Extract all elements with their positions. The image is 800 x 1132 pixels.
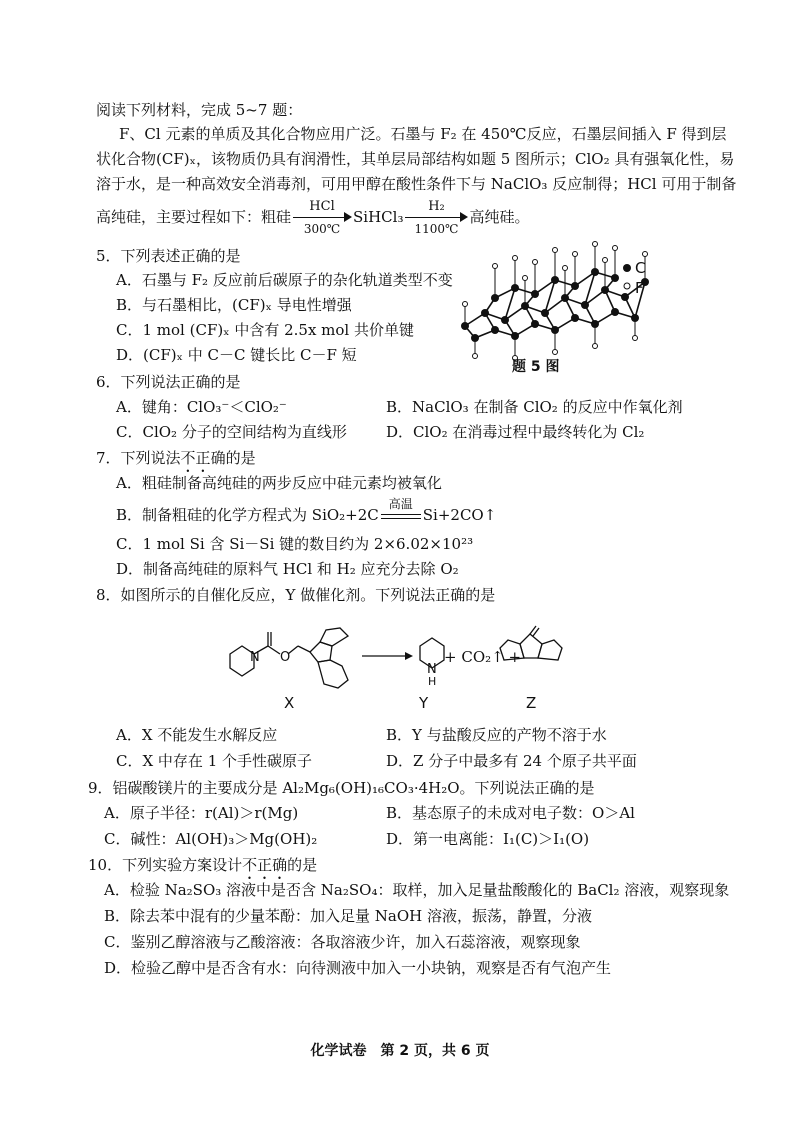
question-6-option-d: D．ClO₂ 在消毒过程中最终转化为 Cl₂	[386, 423, 645, 441]
high-temperature-condition	[379, 497, 423, 531]
arrow-condition-bottom: 1100℃	[414, 222, 459, 236]
question-10-stem	[88, 855, 317, 883]
question-7-stem-pre: 7．下列说法	[96, 449, 181, 467]
arrow-condition-top: HCl	[309, 199, 335, 214]
plus-co2: + CO₂↑ +	[444, 648, 522, 666]
question-10-stem-post: 的是	[287, 856, 318, 874]
question-10-option-b: B．除去苯中混有的少量苯酚：加入足量 NaOH 溶液，振荡，静置，分液	[104, 907, 593, 925]
x-nitrogen: N	[250, 650, 260, 665]
question-5-option-a: A．石墨与 F₂ 反应前后碳原子的杂化轨道类型不变	[116, 271, 453, 289]
question-5-option-c: C．1 mol (CF)ₓ 中含有 2.5x mol 共价单键	[116, 321, 414, 339]
question-9-stem: 9．铝碳酸镁片的主要成分是 Al₂Mg₆(OH)₁₆CO₃·4H₂O。下列说法正确的是	[88, 779, 595, 797]
reaction-scheme	[220, 616, 610, 696]
question-10-option-d: D．检验乙醇中是否含有水：向待测液中加入一小块钠，观察是否有气泡产生	[104, 959, 612, 977]
question-7-option-c: C．1 mol Si 含 Si－Si 键的数目约为 2×6.02×10²³	[116, 535, 474, 553]
question-5-option-d: D．(CF)ₓ 中 C－C 键长比 C－F 短	[116, 346, 357, 364]
label-x: X	[284, 694, 295, 712]
label-y: Y	[419, 694, 429, 712]
question-10-option-c: C．鉴别乙醇溶液与乙酸溶液：各取溶液少许，加入石蕊溶液，观察现象	[104, 933, 581, 951]
intro-line-5	[96, 199, 529, 236]
question-6-option-a: A．键角：ClO₃⁻＜ClO₂⁻	[116, 398, 287, 416]
question-6-option-b: B．NaClO₃ 在制备 ClO₂ 的反应中作氧化剂	[386, 398, 683, 416]
intro-line-4: 溶于水，是一种高效安全消毒剂，可用甲醇在酸性条件下与 NaClO₃ 反应制得；HCl 可用于制备	[96, 175, 737, 193]
question-9-option-c: C．碱性：Al(OH)₃＞Mg(OH)₂	[104, 830, 318, 848]
arrow-condition-bottom: 300℃	[303, 222, 341, 236]
question-5-stem: 5．下列表述正确的是	[96, 247, 241, 265]
question-7-stem-post: 确的是	[210, 449, 256, 467]
legend-markers	[620, 262, 634, 292]
question-6-stem: 6．下列说法正确的是	[96, 373, 241, 391]
intro-line-3: 状化合物(CF)ₓ，该物质仍具有润滑性，其单层局部结构如题 5 图所示；ClO₂ 具有强氧化性，易	[96, 150, 735, 168]
question-6-option-c: C．ClO₂ 分子的空间结构为直线形	[116, 423, 347, 441]
question-9-option-b: B．基态原子的未成对电子数：O＞Al	[386, 804, 635, 822]
label-z: Z	[526, 694, 537, 712]
intro-line-2: F、Cl 元素的单质及其化合物应用广泛。石墨与 F₂ 在 450℃反应，石墨层间插入 F 得到层	[119, 125, 727, 143]
question-7-option-a: A．粗硅制备高纯硅的两步反应中硅元素均被氧化	[116, 474, 442, 492]
question-9-option-a: A．原子半径：r(Al)＞r(Mg)	[104, 804, 299, 822]
question-7-stem	[96, 448, 256, 476]
question-10-stem-emphasis: 不正确	[242, 856, 288, 874]
reaction-arrow-hcl	[291, 200, 353, 236]
question-7-option-d: D．制备高纯硅的原料气 HCl 和 H₂ 应充分去除 O₂	[116, 560, 459, 578]
y-nitrogen: N	[427, 662, 437, 677]
legend-fluorine: F	[635, 279, 644, 297]
condition-label: 高温	[388, 497, 413, 511]
question-8-option-c: C．X 中存在 1 个手性碳原子	[116, 752, 313, 770]
intro-line-5-post: 高纯硅。	[469, 208, 530, 226]
question-7-stem-emphasis: 不正	[180, 449, 211, 467]
intro-line-5-pre: 高纯硅，主要过程如下：粗硅	[96, 208, 292, 226]
question-7-option-b-post: Si+2CO↑	[422, 506, 497, 524]
question-7-option-b-pre: B．制备粗硅的化学方程式为 SiO₂+2C	[116, 506, 379, 524]
reaction-arrow-h2	[403, 200, 469, 236]
question-8-option-b: B．Y 与盐酸反应的产物不溶于水	[386, 726, 607, 744]
intermediate-sihcl3: SiHCl₃	[353, 208, 404, 226]
figure-5-caption: 题 5 图	[512, 359, 560, 375]
arrow-condition-top: H₂	[428, 199, 445, 214]
question-7-option-b	[116, 497, 497, 531]
x-oxygen: O	[280, 650, 291, 665]
cf-structure-figure	[455, 238, 675, 368]
intro-heading: 阅读下列材料，完成 5~7 题：	[96, 101, 303, 119]
question-8-option-a: A．X 不能发生水解反应	[116, 726, 278, 744]
legend-carbon: C	[635, 259, 646, 277]
question-10-stem-pre: 10．下列实验方案设计	[88, 856, 243, 874]
question-8-option-d: D．Z 分子中最多有 24 个原子共平面	[386, 752, 637, 770]
question-5-option-b: B．与石墨相比，(CF)ₓ 导电性增强	[116, 296, 352, 314]
page-footer: 化学试卷 第 2 页，共 6 页	[310, 1043, 490, 1059]
question-10-option-a: A．检验 Na₂SO₃ 溶液中是否含 Na₂SO₄：取样，加入足量盐酸酸化的 BaCl₂ 溶液，观察现象	[104, 881, 730, 899]
question-8-stem: 8．如图所示的自催化反应，Y 做催化剂。下列说法正确的是	[96, 586, 496, 604]
question-9-option-d: D．第一电离能：I₁(C)＞I₁(O)	[386, 830, 590, 848]
y-hydrogen: H	[428, 675, 437, 688]
